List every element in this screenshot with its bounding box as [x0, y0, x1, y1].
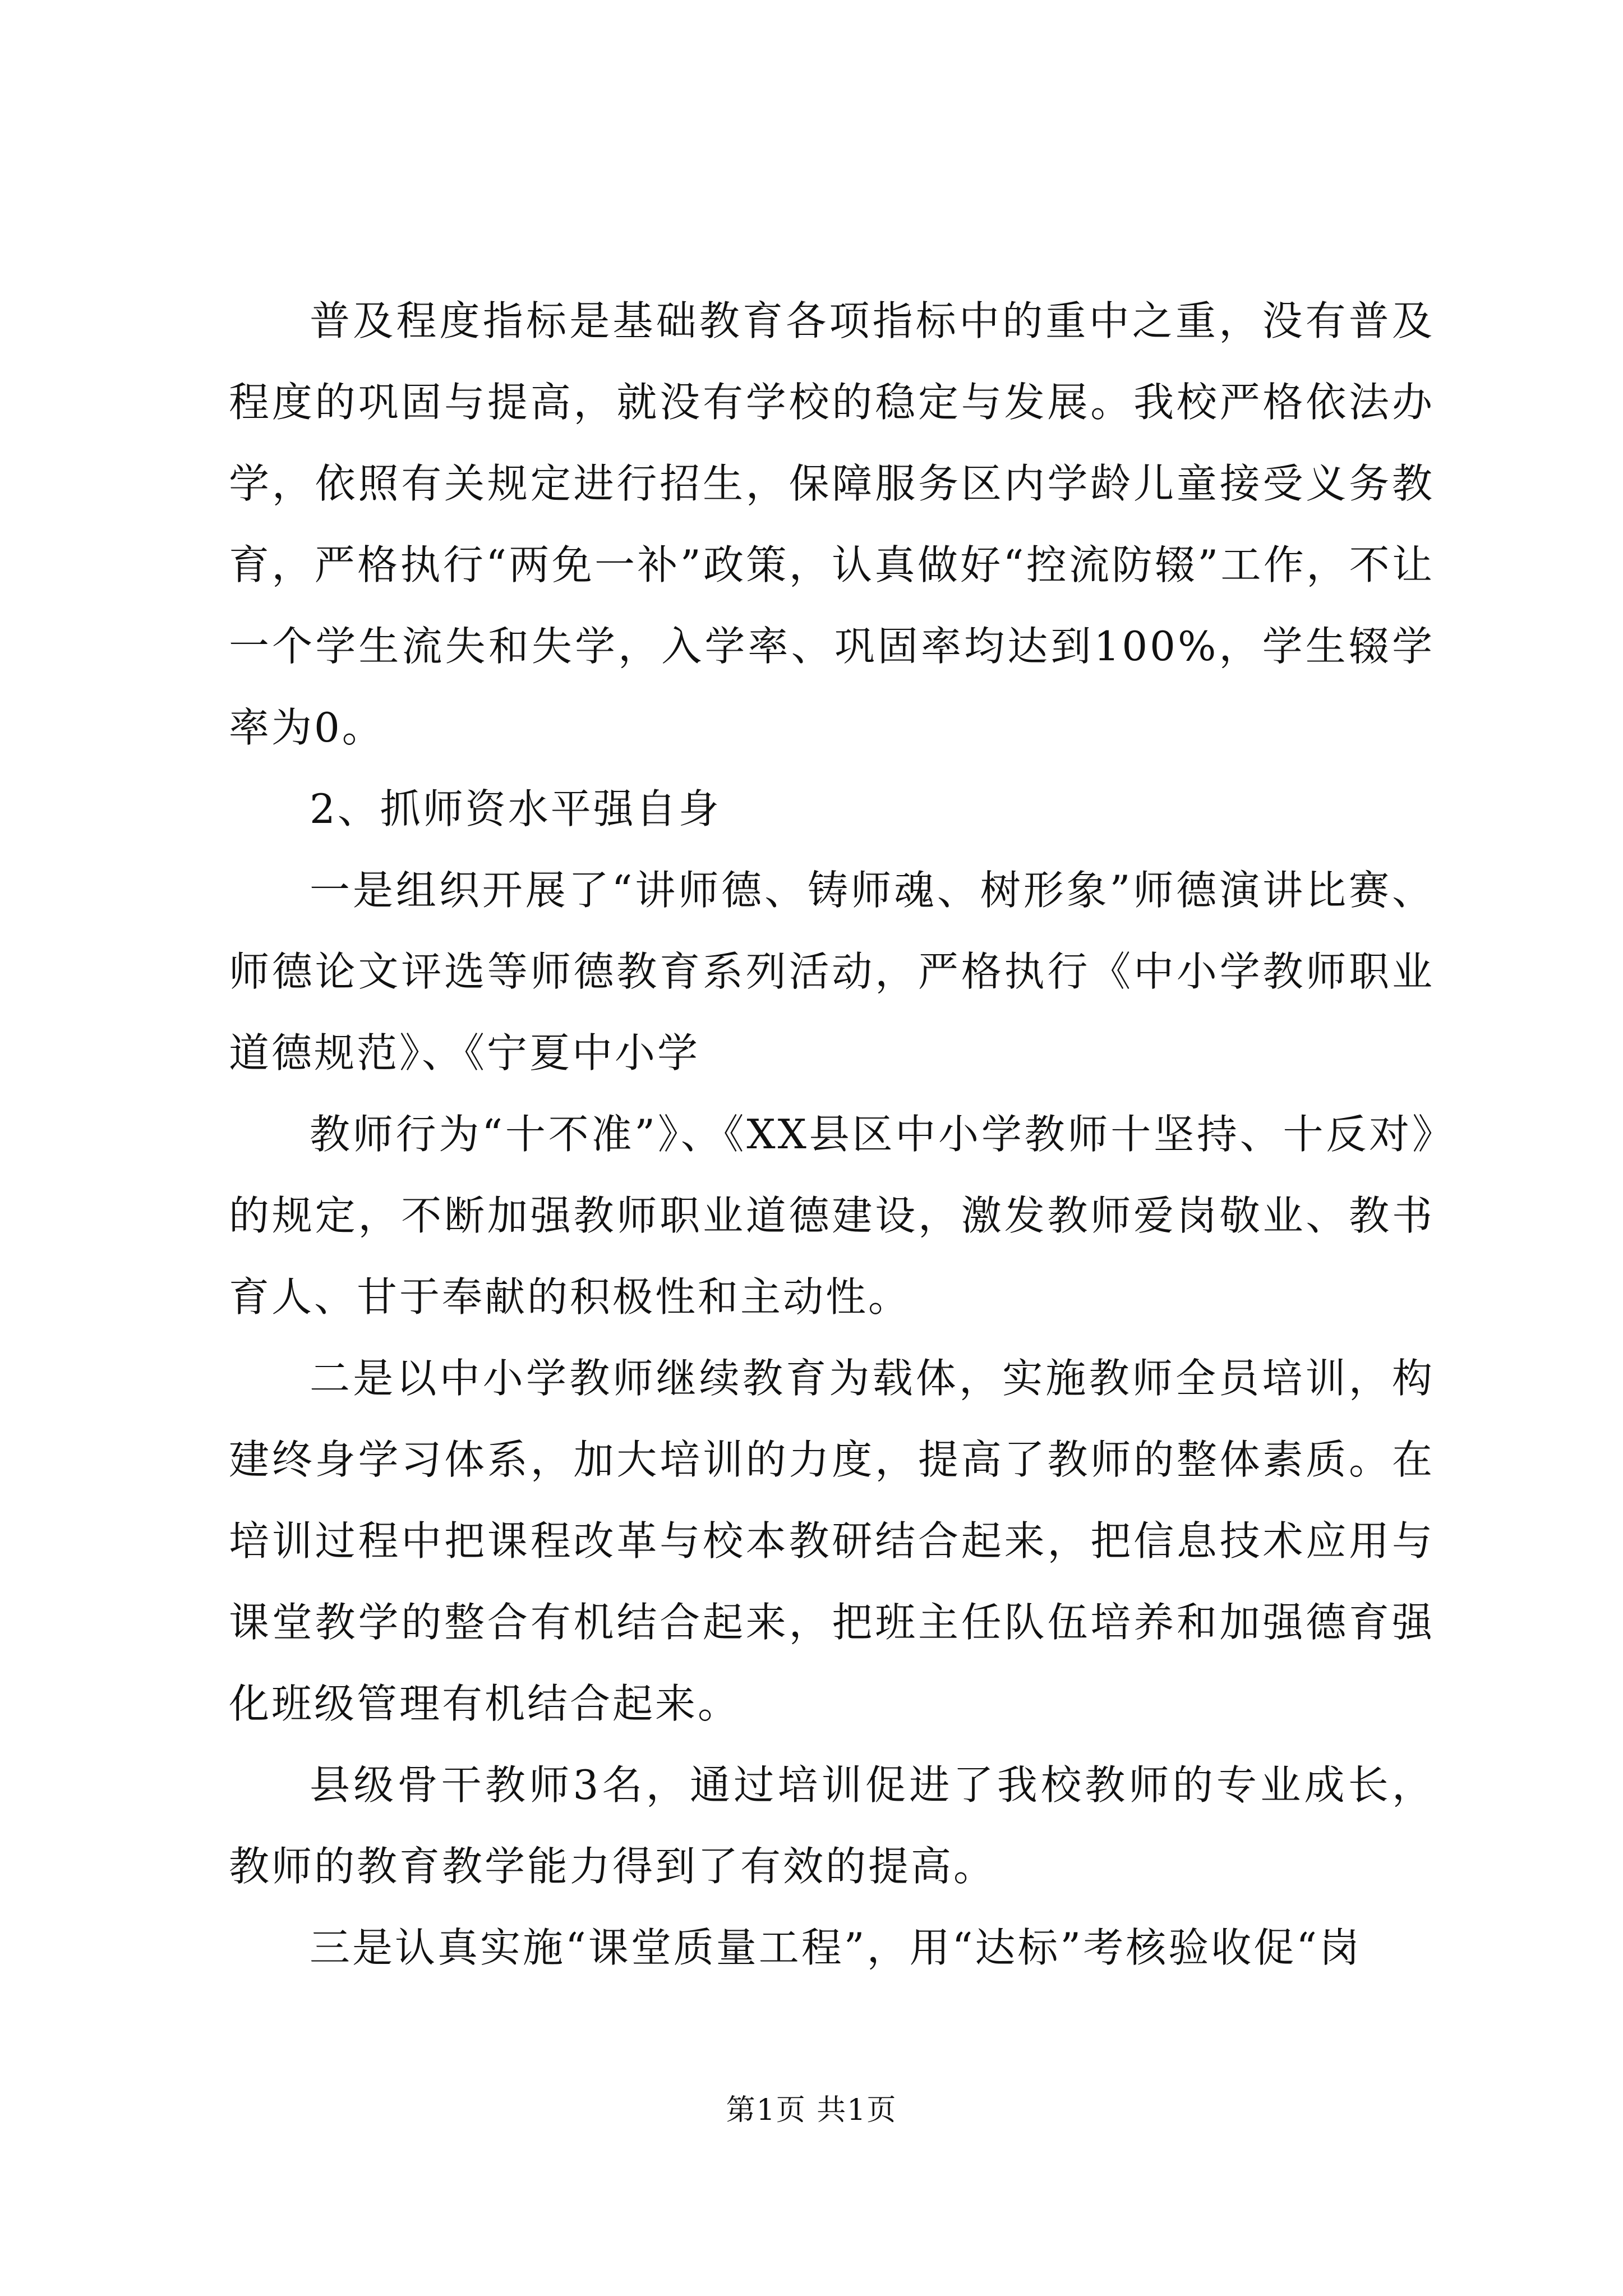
- paragraph-training: 二是以中小学教师继续教育为载体，实施教师全员培训，构建终身学习体系，加大培训的力度，提高了教师的整体素质。在培训过程中把课程改革与校本教研结合起来，把信息技术应用与课堂教学的整合有机结合起来，把班主任队伍培养和加强德育强化班级管理有机结合起来。: [229, 1355, 1435, 1727]
- paragraph-ethics-rules: 教师行为“十不准”》、《XX县区中小学教师十坚持、十反对》的规定，不断加强教师职业道德建设，激发教师爱岗敬业、教书育人、甘于奉献的积极性和主动性。: [229, 1111, 1435, 1320]
- document-body: [229, 280, 1435, 1989]
- section-heading-teacher-quality: 2、抓师资水平强自身: [310, 785, 721, 832]
- page-footer: 第1页 共1页: [726, 2093, 897, 2127]
- paragraph-backbone-teachers: 县级骨干教师3名，通过培训促进了我校教师的专业成长，教师的教育教学能力得到了有效的提高。: [229, 1761, 1435, 1890]
- paragraph-ethics-activities: 一是组织开展了“讲师德、铸师魂、树形象”师德演讲比赛、师德论文评选等师德教育系列活动，严格执行《中小学教师职业道德规范》、《宁夏中小学: [229, 867, 1435, 1076]
- paragraph-classroom-quality: 三是认真实施“课堂质量工程”，用“达标”考核验收促“岗: [310, 1924, 1362, 1971]
- paragraph-enrollment: 普及程度指标是基础教育各项指标中的重中之重，没有普及程度的巩固与提高，就没有学校的稳定与发展。我校严格依法办学，依照有关规定进行招生，保障服务区内学龄儿童接受义务教育，严格执行“两免一补”政策，认真做好“控流防辍”工作，不让一个学生流失和失学，入学率、巩固率均达到100%，学生辍学率为0。: [229, 297, 1435, 751]
